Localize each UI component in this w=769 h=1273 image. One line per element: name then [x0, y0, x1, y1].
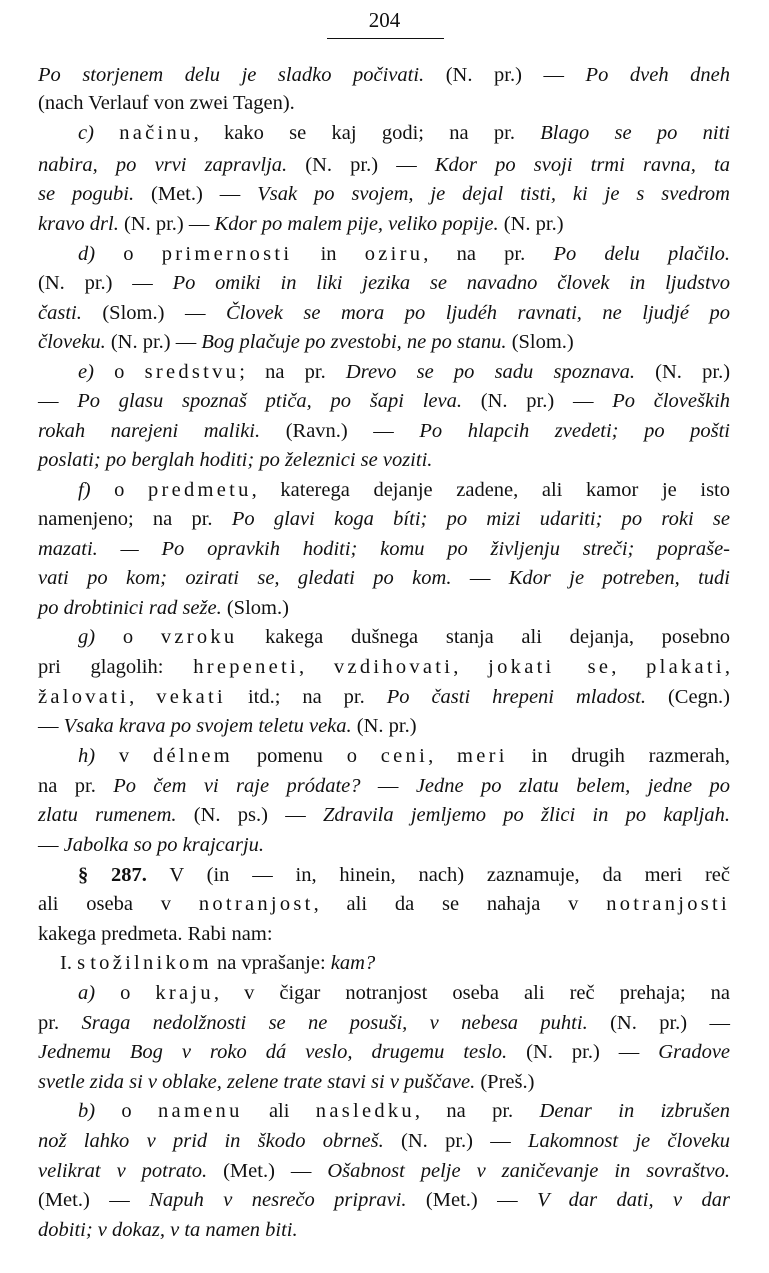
text-run: Po glavi koga bíti; po mizi udariti; po roki se — [231, 508, 730, 530]
text-run: in — [292, 243, 365, 265]
text-line — [78, 1097, 730, 1125]
text-run: Drevo se po sadu spoznava. — [345, 361, 635, 383]
text-run: (N. pr.) — — [507, 1041, 659, 1063]
text-run: zlatu rumenem. — [38, 804, 177, 826]
text-run: nabira, po vrvi zapravlja. — [38, 154, 288, 176]
text-run: žalovati — [38, 686, 130, 708]
text-run: , — [129, 686, 157, 708]
text-run: o — [95, 626, 161, 648]
text-run: se pogubi. — [38, 183, 135, 205]
text-run: Vsak po svojem, je dejal tisti, ki je s svedrom — [257, 183, 730, 205]
text-run: itd.; na pr. — [226, 686, 387, 708]
text-line — [38, 772, 730, 800]
text-run: Sraga nedolžnosti se ne posuši, v nebesa puhti. — [81, 1012, 588, 1034]
text-run: Jednemu Bog v roko dá veslo, drugemu teslo. — [38, 1041, 508, 1063]
text-run: vati po kom; ozirati se, gledati po kom. — [38, 567, 452, 589]
text-run: (N. pr.) — — [383, 1130, 529, 1152]
text-run: (Met.) — — [406, 1189, 538, 1211]
text-run: na vprašanje: — [211, 952, 331, 974]
text-line — [38, 831, 730, 859]
text-line — [38, 387, 730, 415]
text-run: d) — [78, 243, 96, 265]
text-run: Po delu plačilo. — [553, 243, 731, 265]
header-rule — [327, 38, 444, 39]
text-run: Gradove — [658, 1041, 731, 1063]
text-line — [38, 446, 730, 474]
text-run: (Slom.) — [221, 597, 289, 619]
text-run: g) — [78, 626, 96, 648]
text-run: (Met.) — — [207, 1160, 328, 1182]
text-run: , — [453, 656, 489, 678]
text-line — [38, 712, 730, 740]
text-run: (Preš.) — [475, 1071, 535, 1093]
text-run: Ošabnost pelje v zaničevanje in sovraštvo. — [327, 1160, 730, 1182]
text-run: ali oseba v — [38, 893, 199, 915]
text-run: namenjeno; na pr. — [38, 508, 232, 530]
text-run: poslati; po berglah hoditi; po železnici se voziti. — [38, 449, 433, 471]
text-run: Lakomnost je človeku — [528, 1130, 730, 1152]
text-run: pri glagolih: — [38, 656, 194, 678]
page-number: 204 — [368, 8, 401, 32]
text-run: ; na pr. — [239, 361, 346, 383]
text-line — [78, 742, 730, 770]
text-run: , — [428, 745, 458, 767]
text-line — [38, 564, 730, 592]
text-line — [38, 1157, 730, 1185]
text-line — [38, 890, 730, 918]
text-run: notranjosti — [606, 893, 730, 915]
text-run: (nach Verlauf von zwei Tagen). — [38, 92, 295, 114]
text-run: o — [90, 479, 149, 501]
text-run: Vsaka krava po svojem teletu veka. — [63, 715, 352, 737]
text-run: kraju — [155, 982, 214, 1004]
text-run: Bog plačuje po zvestobi, ne po stanu. — [201, 331, 507, 353]
text-line — [78, 623, 730, 651]
text-line — [38, 328, 730, 356]
text-run: (N. pr.) — — [287, 154, 435, 176]
text-line — [38, 1216, 730, 1244]
text-run: — — [38, 715, 64, 737]
text-run: oziru — [364, 243, 424, 265]
text-run: kam? — [330, 952, 376, 974]
text-run: I. s — [60, 952, 91, 974]
text-run: Po omiki in liki jezika se navadno človek in ljudstvo — [172, 272, 731, 294]
text-line — [38, 210, 730, 238]
text-run: Napuh v nesrečo pripravi. — [149, 1189, 407, 1211]
text-run: primernosti — [161, 243, 293, 265]
text-run: časti. — [38, 302, 82, 324]
text-run: Jedne po zlatu belem, jedne po — [415, 775, 731, 797]
text-run: Denar in izbrušen — [539, 1100, 731, 1122]
text-line — [78, 861, 730, 889]
text-run: b) — [78, 1100, 96, 1122]
text-run: svetle zida si v oblake, zelene trate stavi si v puščave. — [38, 1071, 476, 1093]
text-run: (N. pr.) — [498, 213, 564, 235]
text-line — [38, 505, 730, 533]
text-run: , katerega dejanje zadene, ali kamor je isto — [251, 479, 730, 501]
text-run: f) — [78, 479, 91, 501]
text-run: človeku. — [38, 331, 106, 353]
text-line — [60, 949, 730, 977]
text-run: (N. pr.) — — [462, 390, 613, 412]
text-run: ceni — [380, 745, 429, 767]
text-run: o — [95, 1100, 159, 1122]
text-run: pomenu o — [233, 745, 381, 767]
text-run: (N. pr.) — [351, 715, 417, 737]
text-run: , — [299, 656, 334, 678]
text-run: Po dveh dneh — [585, 64, 730, 86]
text-run: § 287. — [78, 864, 147, 886]
text-run: (Ravn.) — — [260, 420, 420, 442]
text-run: Po časti hrepeni mladost. — [386, 686, 646, 708]
text-run: jokati se — [488, 656, 612, 678]
text-line — [38, 89, 730, 117]
text-run: , na pr. — [423, 243, 554, 265]
text-run: — — [451, 567, 509, 589]
text-run: V dar dati, v dar — [537, 1189, 730, 1211]
text-run: ali — [242, 1100, 316, 1122]
text-line — [38, 1009, 730, 1037]
text-run: e) — [78, 361, 94, 383]
text-run: nasledku — [315, 1100, 415, 1122]
text-run: (N. pr.) — — [105, 331, 202, 353]
text-run: Po storjenem delu je sladko počivati. — [38, 64, 425, 86]
text-run: kakega dušnega stanja ali dejanja, posebno — [237, 626, 731, 648]
text-run: o — [93, 361, 145, 383]
text-run: rokah narejeni maliki. — [38, 420, 261, 442]
text-run: predmetu — [148, 479, 252, 501]
text-run: Zdravila jemljemo po žlici in po kapljah. — [322, 804, 730, 826]
text-run: , — [611, 656, 647, 678]
text-line — [78, 358, 730, 386]
text-run: mazati. — Po opravkih hoditi; komu po življenju streči; popraše- — [38, 538, 730, 560]
text-line — [38, 1127, 730, 1155]
text-line — [38, 1068, 730, 1096]
text-run: (N. pr.) — — [424, 64, 586, 86]
text-run: h) — [78, 745, 96, 767]
text-run: (Slom.) — [506, 331, 574, 353]
text-run: v — [95, 745, 153, 767]
text-line — [38, 653, 730, 681]
text-run: vzroku — [160, 626, 238, 648]
text-run: (Slom.) — — [81, 302, 226, 324]
text-run: meri — [457, 745, 508, 767]
text-run: vzdihovati — [333, 656, 454, 678]
text-line — [38, 269, 730, 297]
text-run: (Cegn.) — [646, 686, 731, 708]
text-line — [38, 299, 730, 327]
text-line — [78, 476, 730, 504]
text-line — [38, 594, 730, 622]
text-line — [38, 1186, 730, 1214]
text-run: (N. ps.) — — [176, 804, 323, 826]
text-line — [38, 180, 730, 208]
text-run: délnem — [152, 745, 234, 767]
text-line — [78, 119, 730, 147]
text-run: c) — [78, 122, 94, 144]
text-run: Kdor po malem pije, veliko popije. — [214, 213, 499, 235]
text-run: velikrat v potrato. — [38, 1160, 208, 1182]
text-run: , v čigar notranjost oseba ali reč prehaja; na — [213, 982, 731, 1004]
text-run: in drugih razmerah, — [507, 745, 731, 767]
text-run: Po glasu spoznaš ptiča, po šapi leva. — [77, 390, 463, 412]
text-run: pr. — [38, 1012, 82, 1034]
text-run: tožilnikom — [90, 952, 212, 974]
text-run: , na pr. — [414, 1100, 540, 1122]
text-run: (N. pr.) — — [587, 1012, 730, 1034]
text-run: , ali da se nahaja v — [313, 893, 607, 915]
text-run: (Met.) — — [134, 183, 258, 205]
text-run: Blago se po niti — [540, 122, 731, 144]
text-run: namenu — [158, 1100, 243, 1122]
text-run: nož lahko v prid in škodo obrneš. — [38, 1130, 384, 1152]
text-line — [38, 535, 730, 563]
text-line — [38, 151, 730, 179]
text-line — [78, 240, 730, 268]
text-run: Kdor po svoji trmi ravna, ta — [434, 154, 730, 176]
text-run: (N. pr.) — — [38, 272, 173, 294]
text-line — [38, 801, 730, 829]
text-run: hrepeneti — [193, 656, 300, 678]
text-run: na pr. — [38, 775, 114, 797]
text-run: (Met.) — — [38, 1189, 150, 1211]
text-run: , — [724, 656, 731, 678]
text-run: , kako se kaj godi; na pr. — [193, 122, 541, 144]
text-run: o — [95, 982, 156, 1004]
text-run: plakati — [646, 656, 725, 678]
text-run: Po hlapcih zvedeti; po pošti — [419, 420, 730, 442]
text-run: vekati — [156, 686, 226, 708]
text-run: — — [38, 834, 64, 856]
text-run: Jabolka so po krajcarju. — [63, 834, 265, 856]
text-line — [38, 920, 730, 948]
text-run: o — [95, 243, 162, 265]
text-line — [38, 417, 730, 445]
text-run: notranjost — [198, 893, 314, 915]
text-run: dobiti; v dokaz, v ta namen biti. — [38, 1219, 298, 1241]
text-run: sredstvu — [144, 361, 240, 383]
text-run: — — [38, 390, 78, 412]
text-run: Po človeških — [612, 390, 731, 412]
text-line — [38, 683, 730, 711]
text-run: — — [360, 775, 416, 797]
text-line — [78, 979, 730, 1007]
text-line — [38, 1038, 730, 1066]
text-run — [94, 122, 119, 144]
text-run: (N. pr.) — — [118, 213, 215, 235]
text-run: a) — [78, 982, 96, 1004]
text-line — [38, 61, 730, 89]
text-run: (N. pr.) — [634, 361, 731, 383]
text-run: Po čem vi raje pródate? — [113, 775, 361, 797]
text-run: po drobtinici rad seže. — [38, 597, 222, 619]
text-run: kakega predmeta. Rabi nam: — [38, 923, 273, 945]
text-run: V (in — in, hinein, nach) zaznamuje, da meri reč — [146, 864, 731, 886]
text-run: Kdor je potreben, tudi — [508, 567, 731, 589]
text-run: kravo drl. — [38, 213, 119, 235]
text-run: načinu — [119, 122, 194, 144]
text-run: Človek se mora po ljudéh ravnati, ne ljudjé po — [225, 302, 730, 324]
